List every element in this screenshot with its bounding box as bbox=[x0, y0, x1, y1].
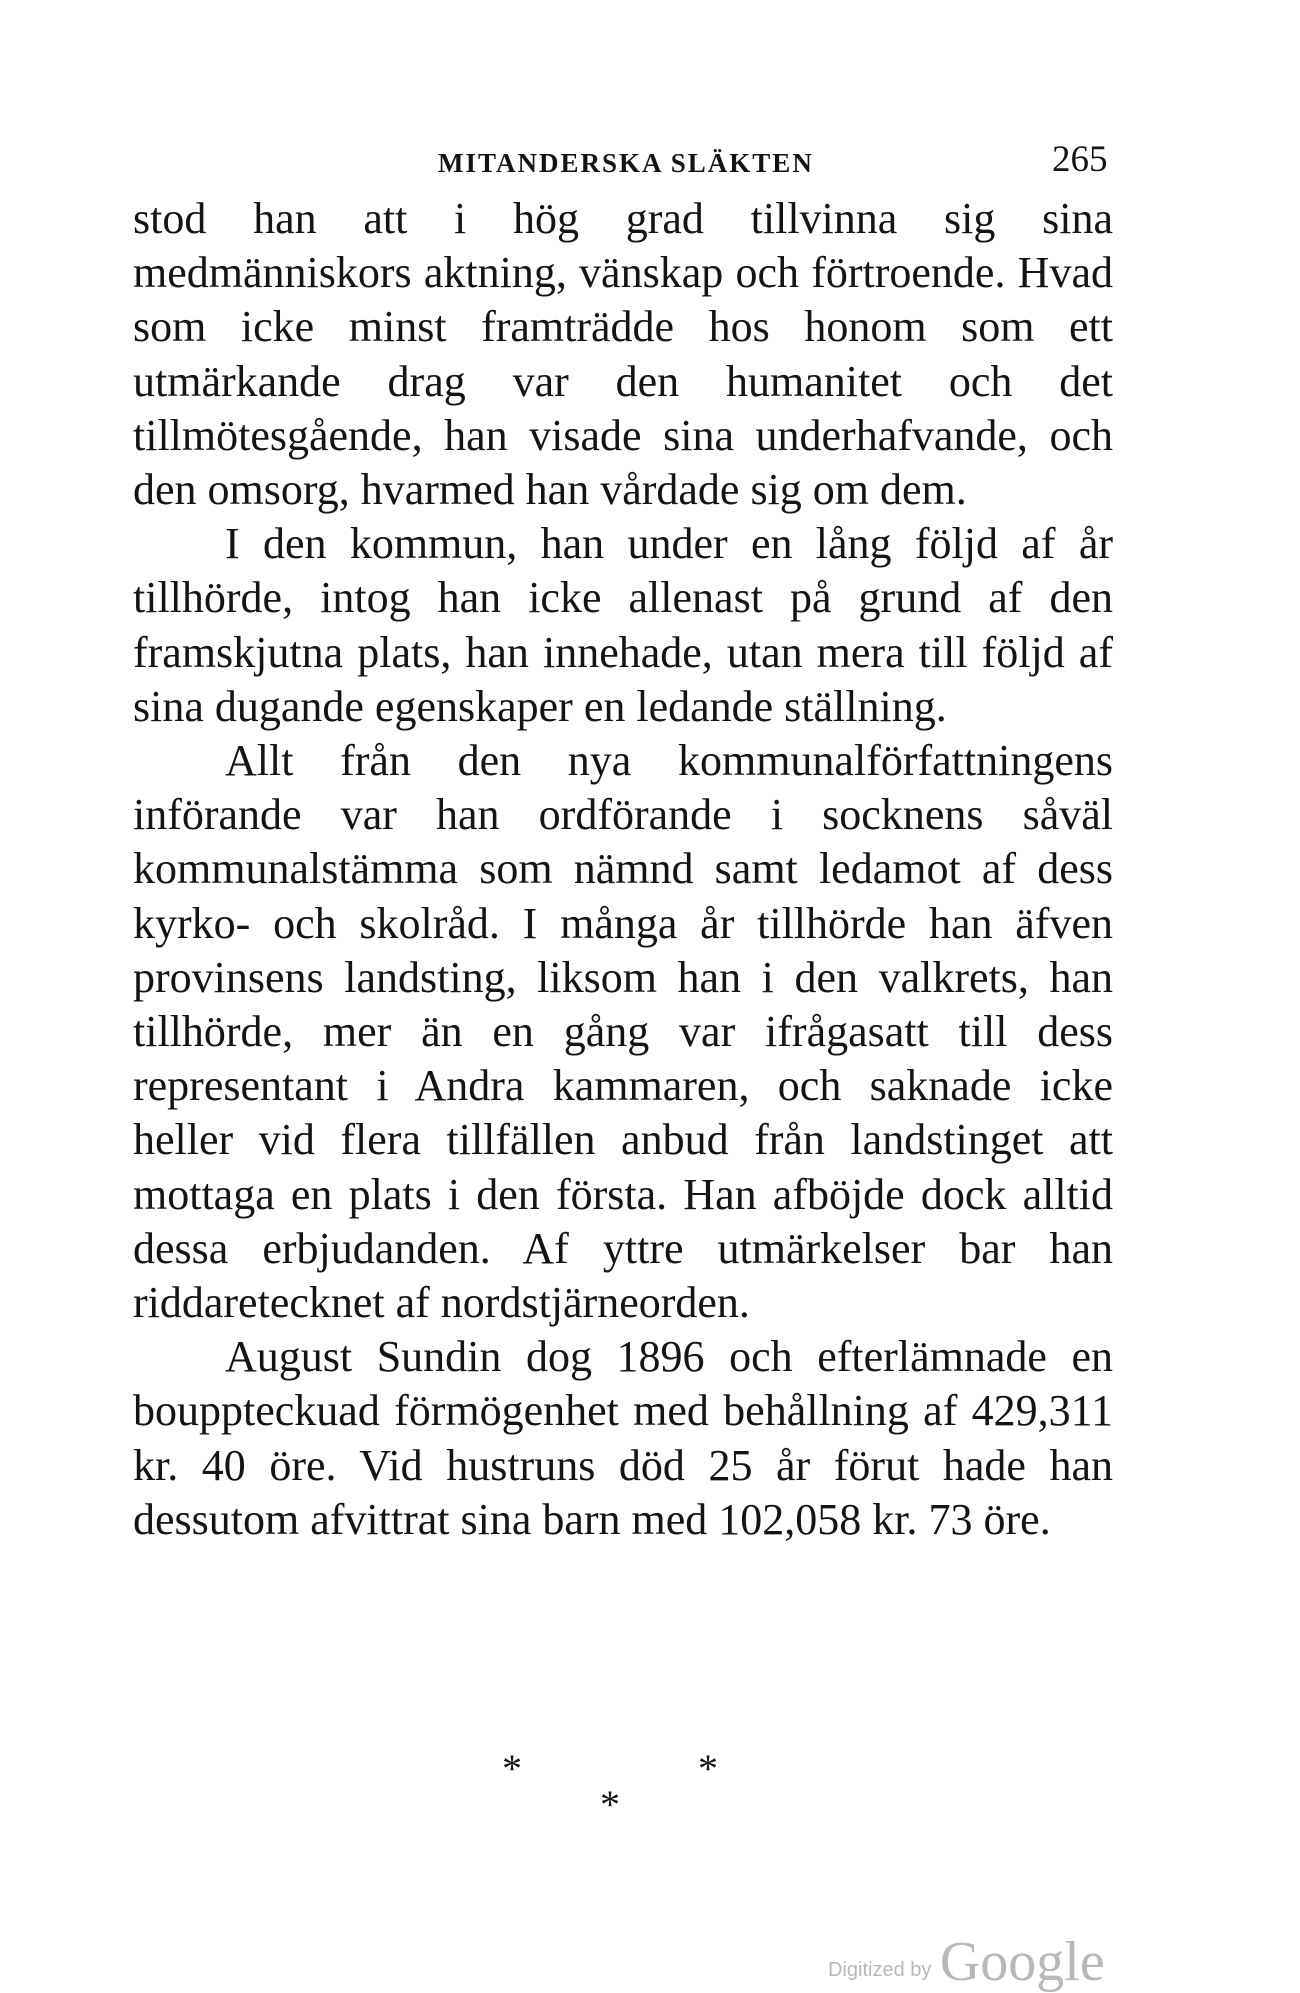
watermark-prefix: Digitized by bbox=[828, 1959, 932, 1981]
body-text bbox=[133, 192, 1113, 1547]
paragraph-3: Allt från den nya kommunalförfattningens införande var han ordförande i socknens såväl kommunalstämma som nämnd samt ledamot af dess kyrko- och skolråd. I många år tillhörde han äfven provinsens landsting, liksom han i den valkrets, han tillhörde, mer än en gång var ifrågasatt till dess representant i Andra kammaren, och saknade icke heller vid flera tillfällen anbud från landstinget att mottaga en plats i den första. Han afböjde dock alltid dessa erbjudanden. Af yttre utmärkelser bar han riddaretecknet af nordstjärneorden. bbox=[133, 736, 1113, 1328]
ornament-star-right: * bbox=[698, 1746, 718, 1791]
ornament-star-bottom: * bbox=[600, 1782, 620, 1827]
paragraph-2: I den kommun, han under en lång följd af år tillhörde, intog han icke allenast på grund af den framskjutna plats, han innehade, utan mera till följd af sina dugande egenskaper en ledande ställning. bbox=[133, 519, 1113, 731]
paragraph-1: stod han att i hög grad tillvinna sig sina medmänniskors aktning, vänskap och förtroende. Hvad som icke minst framträdde hos honom som ett utmärkande drag var den humanitet och det tillmötesgående, han visade sina underhafvande, och den omsorg, hvarmed han vårdade sig om dem. bbox=[133, 194, 1113, 515]
page-number: 265 bbox=[1052, 139, 1108, 180]
paragraph-4: August Sundin dog 1896 och efterlämnade en bouppteckuad förmögenhet med behållning af 429,311 kr. 40 öre. Vid hustruns död 25 år förut hade han dessutom afvittrat sina barn med 102,058 kr. 73 öre. bbox=[133, 1332, 1113, 1544]
ornament-star-left: * bbox=[502, 1746, 522, 1791]
watermark-google-logo: Google bbox=[939, 1931, 1105, 1993]
running-title: MITANDERSKA SLÄKTEN bbox=[438, 148, 814, 178]
section-ornament bbox=[490, 1745, 740, 1835]
digitized-watermark bbox=[828, 1926, 1105, 1993]
